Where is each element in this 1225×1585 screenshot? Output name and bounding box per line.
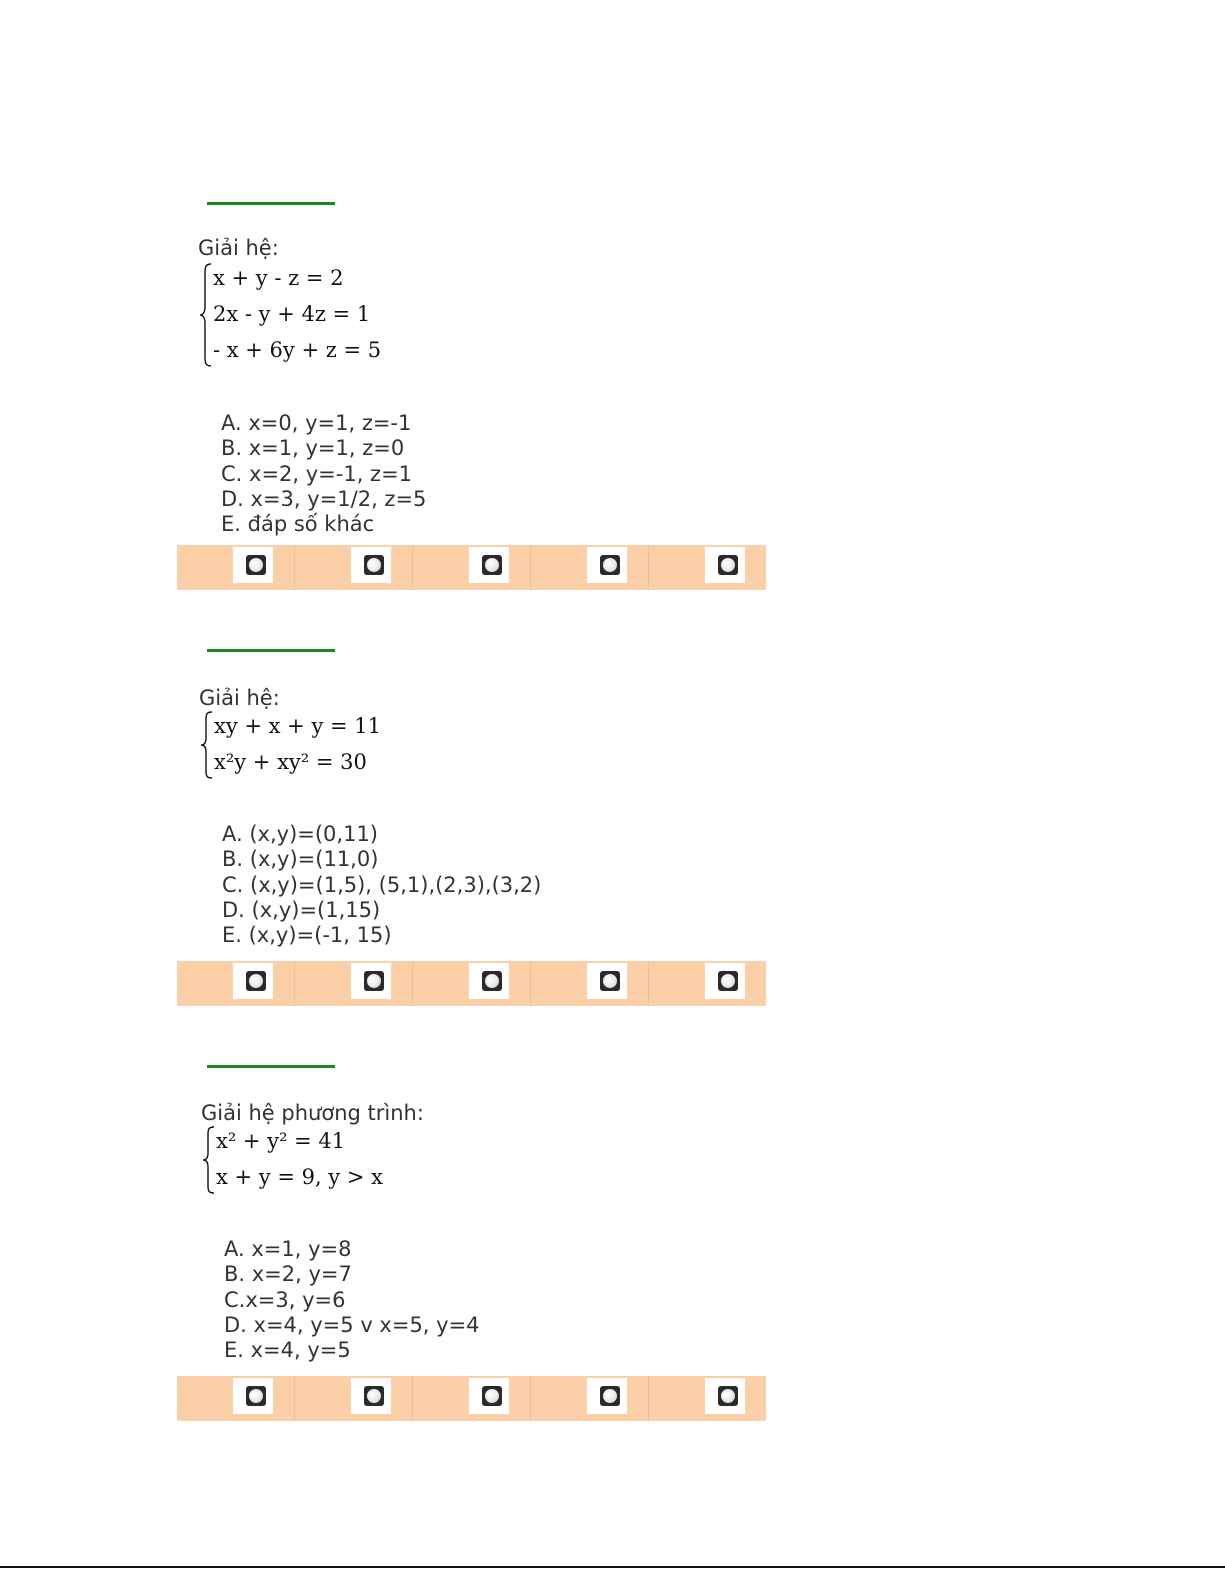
answer-cell-a bbox=[177, 961, 295, 1006]
equation-line: x² + y² = 41 bbox=[216, 1129, 346, 1153]
option-d: D. x=3, y=1/2, z=5 bbox=[221, 486, 427, 511]
answer-cell-d bbox=[531, 1376, 649, 1421]
question-separator bbox=[207, 649, 335, 652]
left-brace bbox=[199, 262, 213, 368]
equation-system bbox=[199, 262, 399, 370]
option-b: B. (x,y)=(11,0) bbox=[222, 847, 379, 872]
answer-cell-b bbox=[295, 1376, 413, 1421]
page-bottom-rule bbox=[0, 1566, 1225, 1568]
radio-button-a[interactable] bbox=[246, 971, 266, 991]
equation-line: x + y = 9, y > x bbox=[216, 1165, 383, 1189]
radio-button-d[interactable] bbox=[600, 555, 620, 575]
option-a: A. x=1, y=8 bbox=[224, 1237, 352, 1261]
radio-button-b[interactable] bbox=[364, 1386, 384, 1406]
answer-cell-a bbox=[177, 545, 295, 590]
option-d: D. x=4, y=5 v x=5, y=4 bbox=[224, 1312, 480, 1337]
equation-line: - x + 6y + z = 5 bbox=[213, 338, 382, 362]
answer-options bbox=[221, 411, 426, 537]
answer-options bbox=[224, 1237, 480, 1363]
radio-button-b[interactable] bbox=[364, 555, 384, 575]
radio-button-c[interactable] bbox=[482, 1386, 502, 1406]
answer-cell-a bbox=[177, 1376, 295, 1421]
question-prompt: Giải hệ phương trình: bbox=[201, 1101, 424, 1125]
answer-cell-d bbox=[531, 961, 649, 1006]
answer-radio-bar bbox=[177, 961, 766, 1006]
equation-line: 2x - y + 4z = 1 bbox=[213, 302, 371, 326]
answer-options bbox=[222, 822, 541, 948]
answer-cell-e bbox=[649, 961, 766, 1006]
equation-system bbox=[200, 710, 400, 782]
answer-cell-b bbox=[295, 545, 413, 590]
equation-line: x + y - z = 2 bbox=[213, 266, 344, 290]
radio-button-e[interactable] bbox=[718, 1386, 738, 1406]
answer-radio-bar bbox=[177, 545, 766, 590]
radio-button-d[interactable] bbox=[600, 971, 620, 991]
equation-system bbox=[202, 1125, 402, 1197]
answer-radio-bar bbox=[177, 1376, 766, 1421]
radio-button-c[interactable] bbox=[482, 555, 502, 575]
equation-line: xy + x + y = 11 bbox=[214, 714, 381, 738]
option-e: E. (x,y)=(-1, 15) bbox=[222, 923, 392, 948]
option-e: E. đáp số khác bbox=[221, 512, 375, 537]
option-e: E. x=4, y=5 bbox=[224, 1338, 351, 1363]
option-b: B. x=2, y=7 bbox=[224, 1262, 352, 1287]
answer-cell-e bbox=[649, 545, 766, 590]
option-c: C.x=3, y=6 bbox=[224, 1287, 346, 1312]
radio-button-d[interactable] bbox=[600, 1386, 620, 1406]
option-a: A. x=0, y=1, z=-1 bbox=[221, 411, 412, 435]
answer-cell-e bbox=[649, 1376, 766, 1421]
left-brace bbox=[202, 1125, 216, 1195]
answer-cell-c bbox=[413, 1376, 531, 1421]
radio-button-b[interactable] bbox=[364, 971, 384, 991]
radio-button-e[interactable] bbox=[718, 555, 738, 575]
left-brace bbox=[200, 710, 214, 780]
option-b: B. x=1, y=1, z=0 bbox=[221, 436, 405, 461]
question-prompt: Giải hệ: bbox=[198, 236, 279, 260]
answer-cell-c bbox=[413, 545, 531, 590]
radio-button-a[interactable] bbox=[246, 1386, 266, 1406]
radio-button-a[interactable] bbox=[246, 555, 266, 575]
radio-button-e[interactable] bbox=[718, 971, 738, 991]
question-separator bbox=[207, 202, 335, 205]
answer-cell-b bbox=[295, 961, 413, 1006]
option-d: D. (x,y)=(1,15) bbox=[222, 897, 381, 922]
option-c: C. (x,y)=(1,5), (5,1),(2,3),(3,2) bbox=[222, 872, 542, 897]
question-separator bbox=[207, 1065, 335, 1068]
question-prompt: Giải hệ: bbox=[199, 686, 280, 710]
answer-cell-c bbox=[413, 961, 531, 1006]
answer-cell-d bbox=[531, 545, 649, 590]
radio-button-c[interactable] bbox=[482, 971, 502, 991]
option-a: A. (x,y)=(0,11) bbox=[222, 822, 379, 846]
equation-line: x²y + xy² = 30 bbox=[214, 750, 367, 774]
option-c: C. x=2, y=-1, z=1 bbox=[221, 461, 413, 486]
